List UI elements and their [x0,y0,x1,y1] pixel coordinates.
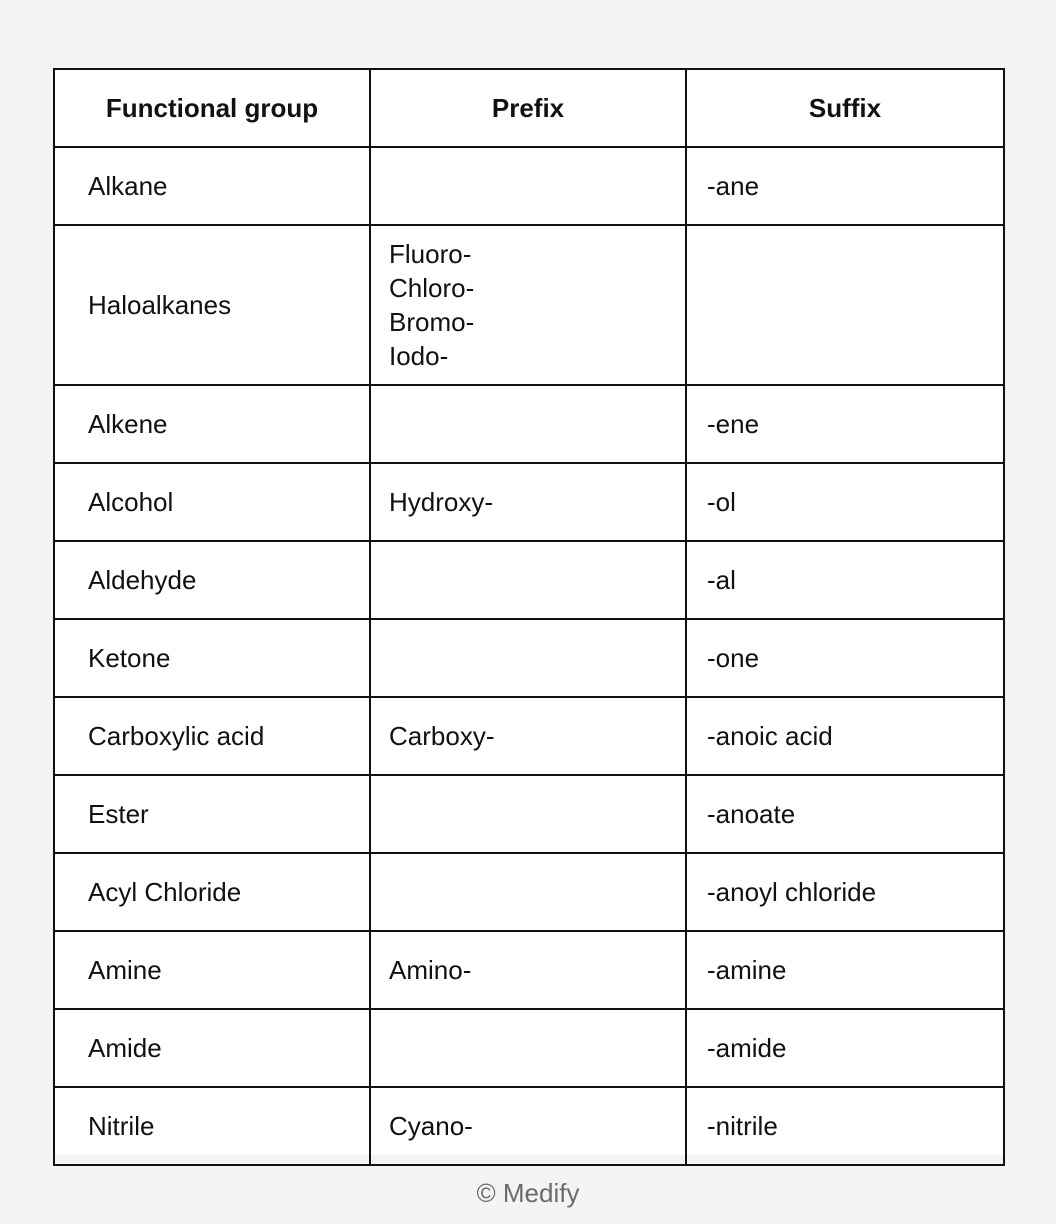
prefix-value: Hydroxy- [389,487,494,517]
suffix-cell: -anoyl chloride [686,853,1004,931]
suffix-cell: -ane [686,147,1004,225]
suffix-cell: -al [686,541,1004,619]
prefix-cell [370,775,686,853]
prefix-value: Cyano- [389,1111,473,1141]
suffix-cell [686,225,1004,385]
table-row [54,147,1004,225]
table-row [54,463,1004,541]
prefix-cell [370,619,686,697]
suffix-cell: -amine [686,931,1004,1009]
functional-group-cell: Nitrile [54,1087,370,1165]
table-row [54,1009,1004,1087]
functional-group-cell: Acyl Chloride [54,853,370,931]
prefix-cell [370,931,686,1009]
prefix-value: Amino- [389,955,472,985]
table-row [54,619,1004,697]
functional-group-cell: Alkene [54,385,370,463]
prefix-cell [370,697,686,775]
table-row [54,697,1004,775]
prefix-cell [370,1087,686,1165]
functional-group-cell: Amide [54,1009,370,1087]
table-body [54,147,1004,1165]
table-row [54,541,1004,619]
functional-group-cell: Amine [54,931,370,1009]
prefix-cell [370,147,686,225]
prefix-value: Fluoro- [389,239,472,269]
table-row [54,775,1004,853]
table-row [54,385,1004,463]
prefix-cell [370,853,686,931]
prefix-value: Chloro- [389,273,475,303]
functional-groups-table [53,68,1005,1166]
functional-group-cell: Haloalkanes [54,225,370,385]
header-suffix: Suffix [686,69,1004,147]
suffix-cell: -ol [686,463,1004,541]
functional-group-cell: Ester [54,775,370,853]
copyright-footer: © Medify [476,1178,580,1208]
prefix-cell [370,541,686,619]
functional-group-cell: Aldehyde [54,541,370,619]
prefix-value: Iodo- [389,341,449,371]
table-row [54,225,1004,385]
prefix-value: Carboxy- [389,721,495,751]
functional-group-cell: Carboxylic acid [54,697,370,775]
suffix-cell: -nitrile [686,1087,1004,1165]
prefix-value: Bromo- [389,307,475,337]
suffix-cell: -amide [686,1009,1004,1087]
suffix-cell: -anoic acid [686,697,1004,775]
prefix-cell [370,463,686,541]
table-row [54,1087,1004,1165]
table-row [54,853,1004,931]
header-functional-group: Functional group [54,69,370,147]
prefix-cell [370,385,686,463]
header-prefix: Prefix [370,69,686,147]
prefix-cell [370,1009,686,1087]
functional-groups-table-container [53,68,1003,1155]
suffix-cell: -one [686,619,1004,697]
functional-group-cell: Alcohol [54,463,370,541]
table-header-row [54,69,1004,147]
table-row [54,931,1004,1009]
prefix-cell [370,225,686,385]
suffix-cell: -ene [686,385,1004,463]
suffix-cell: -anoate [686,775,1004,853]
functional-group-cell: Ketone [54,619,370,697]
functional-group-cell: Alkane [54,147,370,225]
